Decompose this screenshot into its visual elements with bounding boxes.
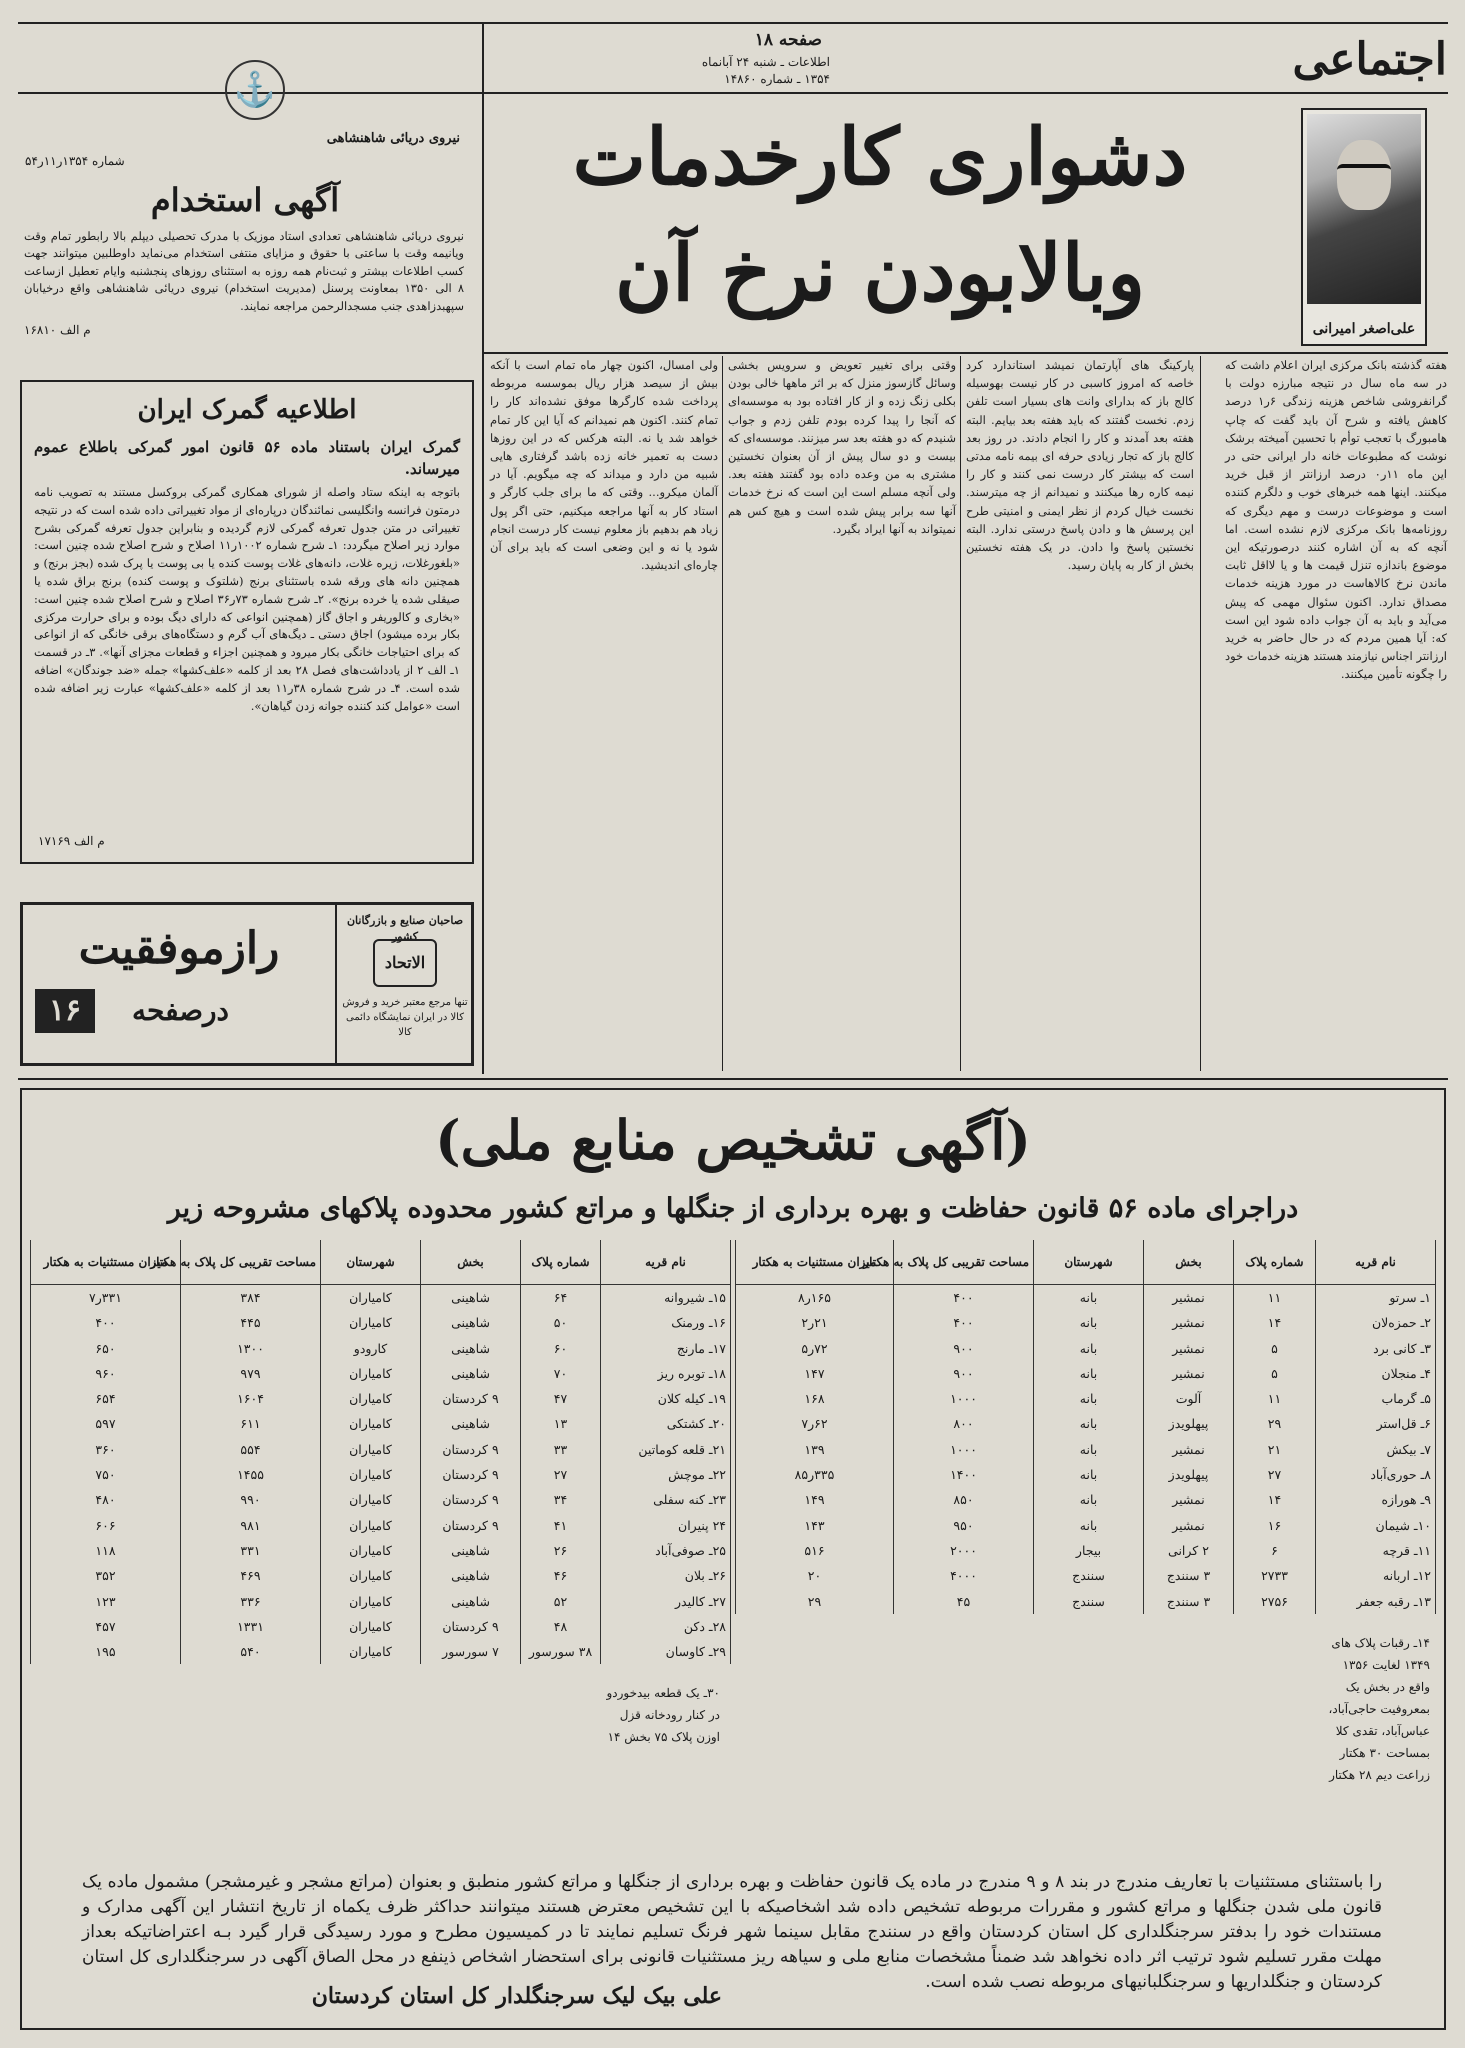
total-area: ۴۶۹ [181,1563,321,1588]
col-row-name: نام قریه [1316,1240,1436,1285]
village-name: ۱۲ـ اربانه [1316,1563,1436,1588]
exempt-area: ۹۶۰ [31,1361,181,1386]
raz-page-label: درصفحه [131,994,229,1027]
plaque-number: ۱۶ [1234,1513,1316,1538]
village-name: ۲۷ـ کالیدر [601,1589,731,1614]
total-area: ۳۳۶ [181,1589,321,1614]
total-area: ۹۸۱ [181,1513,321,1538]
village-name: ۲۸ـ دکن [601,1614,731,1639]
village-name: ۲۰ـ کشتکی [601,1411,731,1436]
author-photo-frame [1301,108,1427,346]
customs-ad-code: م الف ۱۷۱۶۹ [38,834,105,848]
district: نمشیر [1144,1487,1234,1512]
table-row [31,1614,731,1639]
customs-ad [20,380,474,864]
plaque-number: ۳۴ [521,1487,601,1512]
district: نمشیر [1144,1310,1234,1335]
exempt-area: ۲۹ [736,1589,894,1614]
plaque-number: ۶۴ [521,1285,601,1311]
village-name: ۵ـ گرماب [1316,1386,1436,1411]
table-row [31,1513,731,1538]
county: بانه [1034,1513,1144,1538]
navy-org-name: نیروی دریائی شاهنشاهی [326,131,460,146]
exempt-area: ۵۹۷ [31,1411,181,1436]
county: بانه [1034,1462,1144,1487]
district: شاهینی [421,1285,521,1311]
village-name: ۱۸ـ توبره ریز [601,1361,731,1386]
plaque-number: ۱۴ [1234,1487,1316,1512]
table-row [736,1437,1436,1462]
exempt-area: ۳۳۱ر۷ [31,1285,181,1311]
district: ۹ کردستان [421,1462,521,1487]
district: ۹ کردستان [421,1386,521,1411]
county: کامیاران [321,1563,421,1588]
headline-line-1: دشواری کارخدمات [572,112,1188,203]
author-photo [1307,114,1421,304]
exempt-area: ۱۹۵ [31,1639,181,1664]
national-ad-subtitle: دراجرای ماده ۵۶ قانون حفاظت و بهره برداری از جنگلها و مراتع کشور محدوده پلاکهای مشروحه زیر [167,1193,1299,1224]
navy-ad-body: نیروی دریائی شاهنشاهی تعدادی استاد موزیک با مدرک تحصیلی دیپلم بالا رابطور تمام وقت ویانیمه وقت با ساعتی با حقوق و مزایای منتفی استخدام می‌نماید داوطلبین میتوانند جهت کسب اطلاعات بیشتر و ثبت‌نام همه روزه به استثنای روزهای پنجشنبه وایام تعطیل ازساعت ۸ الی ۱۳۵۰ بمعاونت پرسنل (مدیریت استخدام) نیروی دریائی شاهنشاهی واقع درخیابان سپهبدزاهدی جنب مسجدالرحمن مراجعه نمایند. [24,229,464,313]
table-row [31,1411,731,1436]
total-area: ۳۳۱ [181,1538,321,1563]
right-plaque-table [735,1240,1436,1614]
village-name: ۱۰ـ شیمان [1316,1513,1436,1538]
total-area: ۱۶۰۴ [181,1386,321,1411]
exempt-area: ۱۴۷ [736,1361,894,1386]
county: کامیاران [321,1639,421,1664]
total-area: ۱۳۳۱ [181,1614,321,1639]
village-name: ۳ـ کانی برد [1316,1336,1436,1361]
total-area: ۴۰۰۰ [894,1563,1034,1588]
district: نمشیر [1144,1361,1234,1386]
district: شاهینی [421,1538,521,1563]
village-name: ۱۵ـ شیروانه [601,1285,731,1311]
plaque-number: ۵ [1234,1336,1316,1361]
plaque-number: ۳۸ سورسور [521,1639,601,1664]
total-area: ۵۴۰ [181,1639,321,1664]
district: ۹ کردستان [421,1513,521,1538]
plaque-number: ۴۸ [521,1614,601,1639]
county: بانه [1034,1336,1144,1361]
village-name: ۹ـ هورازه [1316,1487,1436,1512]
exempt-area: ۵۱۶ [736,1538,894,1563]
national-resources-ad [20,1088,1446,2030]
total-area: ۱۴۰۰ [894,1462,1034,1487]
left-col-plaque: شماره پلاک [521,1240,601,1285]
exempt-area: ۴۸۰ [31,1487,181,1512]
county: کامیاران [321,1285,421,1311]
village-name: ۴ـ منجلان [1316,1361,1436,1386]
author-name: علی‌اصغر امیرانی [1312,321,1416,337]
raz-side-text: صاحبان صنایع و بازرگانان کشور [346,914,464,943]
exempt-area: ۱۶۵ر۸ [736,1285,894,1311]
county: کامیاران [321,1589,421,1614]
table-row [31,1538,731,1563]
county: کامیاران [321,1361,421,1386]
table-row [736,1589,1436,1614]
exempt-area: ۶۵۰ [31,1336,181,1361]
district: شاهینی [421,1411,521,1436]
table-row [31,1310,731,1335]
village-name: ۲۹ـ کاوسان [601,1639,731,1664]
district: پیهلویدز [1144,1462,1234,1487]
village-name: ۱۶ـ ورمنک [601,1310,731,1335]
table-row [31,1285,731,1311]
raz-movafaghiat-box [20,902,474,1066]
plaque-number: ۲۹ [1234,1411,1316,1436]
county: بانه [1034,1386,1144,1411]
village-name: ۲۴ پنیران [601,1513,731,1538]
plaque-number: ۳۳ [521,1437,601,1462]
customs-ad-body: باتوجه به اینکه ستاد واصله از شورای همکاری گمرکی بروکسل مستند به تصویب نامه درمتون فرانسه وانگلیسی نمائندگان درپاره‌ای از مواد تغییراتی داده شده است که در نتیجه تغییراتی در متن جدول تعرفه گمرکی لازم گردیده و بنابراین جدول تعرفه گمرکی بشرح موارد زیر اصلاح میگردد: ۱ـ شرح شماره ۱۰۰۲ر۱۱ اصلاح و شرح اصلاح شده چنین است: «بلغورغلات، زیره غلات، دانه‌های غلات پوست کنده یا بی پوست یا پرک شده (بجز برنج) و همچنین دانه های ورقه شده باستثنای برنج (شلتوک و پوست کنده) برنج براق شده یا صیقلی شده یا خرده برنج». ۲ـ شرح شماره ۷۳ر۳۶ اصلاح و شرح اصلاح شده چنین است: «بخاری و کالوریفر و اجاق گاز (همچنین انواعی که دارای دیگ بوده و برای حرارت مرکزی بکار برده میشود) اجاق دستی ـ دیگ‌های آب گرم و دستگاه‌های برقی خانگی که از انواعی که برای احتیاجات خانگی بکار میرود و همچنین اجزاء و قطعات مجزای آنها». ۳ـ در قسمت ۱ـ الف ۲ از یادداشت‌های فصل ۲۸ بعد از کلمه «علف‌کشها» جمله «ضد جوندگان» اضافه شده است. ۴ـ در شرح شماره ۳۸ر۱۱ بعد از کلمه «علف‌کشها» عبارت زیر اضافه شده است «عوامل کند کننده جوانه زدن گیاهان». [34,485,460,713]
district: نمشیر [1144,1336,1234,1361]
table-row [31,1361,731,1386]
village-name: ۶ـ قل‌استر [1316,1411,1436,1436]
village-name: ۸ـ حوری‌آباد [1316,1462,1436,1487]
raz-logo: الاتحاد [373,939,437,987]
total-area: ۹۷۹ [181,1361,321,1386]
table-row [31,1386,731,1411]
district: ۲ کرانی [1144,1538,1234,1563]
plaque-number: ۷۰ [521,1361,601,1386]
district: نمشیر [1144,1513,1234,1538]
district: شاهینی [421,1361,521,1386]
village-name: ۲۲ـ موچش [601,1462,731,1487]
issue-number: ۱۳۵۴ ـ شماره ۱۴۸۶۰ [724,72,830,86]
table-row [31,1437,731,1462]
district: ۳ سنندج [1144,1589,1234,1614]
district: نمشیر [1144,1285,1234,1311]
exempt-area: ۱۱۸ [31,1538,181,1563]
total-area: ۱۳۰۰ [181,1336,321,1361]
county: بانه [1034,1437,1144,1462]
district: ۹ کردستان [421,1437,521,1462]
district: شاهینی [421,1336,521,1361]
county: کامیاران [321,1437,421,1462]
plaque-number: ۱۱ [1234,1386,1316,1411]
village-name: ۲ـ حمزه‌لان [1316,1310,1436,1335]
plaque-number: ۱۱ [1234,1285,1316,1311]
exempt-area: ۳۶۰ [31,1437,181,1462]
col-county: شهرستان [1034,1240,1144,1285]
left-col-row-name: نام قریه [601,1240,731,1285]
village-name: ۱ـ سرتو [1316,1285,1436,1311]
plaque-number: ۲۷۵۶ [1234,1589,1316,1614]
table-row [736,1285,1436,1311]
issue-date: اطلاعات ـ شنبه ۲۴ آبانماه [701,55,830,69]
total-area: ۱۴۵۵ [181,1462,321,1487]
plaque-number: ۵۰ [521,1310,601,1335]
exempt-area: ۳۳۵ر۸۵ [736,1462,894,1487]
plaque-number: ۲۶ [521,1538,601,1563]
county: بیجار [1034,1538,1144,1563]
village-name: ۱۷ـ مارنج [601,1336,731,1361]
total-area: ۴۵ [894,1589,1034,1614]
county: بانه [1034,1487,1144,1512]
table-row [736,1386,1436,1411]
plaque-number: ۲۷۳۳ [1234,1563,1316,1588]
table-row [31,1462,731,1487]
raz-note: تنها مرجع معتبر خرید و فروش کالا در ایران نمایشگاه دائمی کالا [342,997,468,1038]
left-col-county: شهرستان [321,1240,421,1285]
plaque-number: ۲۱ [1234,1437,1316,1462]
exempt-area: ۴۵۷ [31,1614,181,1639]
exempt-area: ۳۵۲ [31,1563,181,1588]
table-row [31,1336,731,1361]
village-name: ۲۶ـ بلان [601,1563,731,1588]
total-area: ۶۱۱ [181,1411,321,1436]
left-col-area: مساحت تقریبی کل پلاک به هکتار [181,1240,321,1285]
right-table-header [736,1240,1436,1285]
village-name: ۱۹ـ کیله کلان [601,1386,731,1411]
customs-ad-title: اطلاعیه گمرک ایران [137,395,357,425]
plaque-number: ۲۷ [1234,1462,1316,1487]
raz-page-number: ۱۶ [35,989,95,1033]
plaque-number: ۵۲ [521,1589,601,1614]
district: ۷ سورسور [421,1639,521,1664]
county: بانه [1034,1411,1144,1436]
national-ad-body: را باستثنای مستثنیات با تعاریف مندرج در بند ۸ و ۹ مندرج در ماده یک قانون حفاظت و بهره برداری از جنگلها و مراتع کشور منطبق و بعنوان (مراتع مشجر و غیرمشجر) مشمول ماده یک قانون ملی شدن جنگلها و مراتع کشور و مقررات مربوطه تشخیص داده شد اشخاصیکه با این تشخیص معترض هستند میتوانند حداکثر ظرف یکماه از تاریخ انتشار این آگهی مدارک و مستندات خود را بدفتر سرجنگلداری کل استان کردستان واقع در سنندج مقابل سینما شهر فرنگ تسلیم نمایند تا در کمیسیون مطرح و مورد رسیدگی قرار گیرد بـه اعتراضاتیکه بعداز مهلت مقرر تسلیم شود ترتیب اثر داده نخواهد شد ضمناً مشخصات منابع ملی و سیاهه ریز مستثنیات قانونی برای استحضار اشخاص ذینفع در محل الصاق آگهی در سرجنگلداری کل استان کردستان و جنگلداریها و سرجنگلبانیهای مربوطه نصب شده است. [82,1872,1382,1992]
exempt-area: ۱۲۳ [31,1589,181,1614]
table-row [31,1487,731,1512]
district: ۹ کردستان [421,1614,521,1639]
district: شاهینی [421,1563,521,1588]
anchor-icon: ⚓ [233,70,277,110]
article-column-2: پارکینگ های آپارتمان نمیشد استاندارد کرد خاصه که امروز کاسبی در کار نیست بهوسیله کالج باز که بدارای وانت های بسیار است تلفن زدم. نخست گفتند که باید هفته بعد بیایم. البته هفته بعد آمدند و کار را انجام دادند. در روز بعد کالج باز که تجار زیادی حرفه ای بیمه نامه مدتی است که بیشتر کار درست نمی کنند و کار را نیمه کاره رها میکنند و نمیدانم از چه میترسند. نخست خیال کردم از نظر ایمنی و امنیتی طرح این پرسش ها و دادن پاسخ درستی ندارد. البته نخستین پاسخ وا دادن. در یک هفته نخستین بخش از کار به پایان رسید. [966,358,1194,573]
total-area: ۸۰۰ [894,1411,1034,1436]
exempt-area: ۱۶۸ [736,1386,894,1411]
county: کامیاران [321,1538,421,1563]
total-area: ۸۵۰ [894,1487,1034,1512]
exempt-area: ۷۲ر۵ [736,1336,894,1361]
county: سنندج [1034,1563,1144,1588]
village-name: ۲۱ـ قلعه کوماتین [601,1437,731,1462]
exempt-area: ۷۵۰ [31,1462,181,1487]
plaque-number: ۱۳ [521,1411,601,1436]
district: آلوت [1144,1386,1234,1411]
district: ۹ کردستان [421,1487,521,1512]
exempt-area: ۲۱ر۲ [736,1310,894,1335]
table-row [736,1336,1436,1361]
left-plaque-table [30,1240,731,1664]
total-area: ۹۹۰ [181,1487,321,1512]
col-district: بخش [1144,1240,1234,1285]
table-row [31,1563,731,1588]
county: بانه [1034,1285,1144,1311]
table-row [736,1563,1436,1588]
table-row [736,1361,1436,1386]
exempt-area: ۶۰۶ [31,1513,181,1538]
total-area: ۴۰۰ [894,1310,1034,1335]
plaque-number: ۴۱ [521,1513,601,1538]
total-area: ۴۰۰ [894,1285,1034,1311]
navy-ad-code: م الف ۱۶۸۱۰ [24,323,91,337]
page-number: صفحه ۱۸ [754,30,822,50]
total-area: ۳۸۴ [181,1285,321,1311]
plaque-number: ۴۶ [521,1563,601,1588]
article-column-3: وقتی برای تغییر تعویض و سرویس بخشی وسائل گازسوز منزل که بر اثر ماهها خالی بودن بکلی زنگ زده و از کار افتاده بود به موسسه‌ای که آنجا را پیدا کرده بودم تلفن زدم و جواب شنیدم که دو هفته بعد سر میزنند. موسسه‌ای که بیست و دو سال پیش از آن بعنوان نخستین مشتری به من وعده داده بود گفتند هفته بعد. ولی آنچه مسلم است این است که نرخ خدمات آنها سه برابر پیش شده است و هیچ کس هم نمیتواند به آنها ایراد بگیرد. [728,358,956,536]
county: کامیاران [321,1487,421,1512]
total-area: ۹۰۰ [894,1361,1034,1386]
village-name: ۱۱ـ قرچه [1316,1538,1436,1563]
plaque-number: ۶۰ [521,1336,601,1361]
district: نمشیر [1144,1437,1234,1462]
plaque-number: ۵ [1234,1361,1316,1386]
county: کامیاران [321,1614,421,1639]
customs-ad-subtitle: گمرک ایران باستناد ماده ۵۶ قانون امور گمرکی باطلاع عموم میرساند. [34,438,460,478]
plaque-number: ۱۴ [1234,1310,1316,1335]
navy-ad-title: آگهی استخدام [150,181,340,219]
navy-emblem [225,60,285,120]
section-title: اجتماعی [1292,34,1447,85]
right-table-note: ۱۴ـ رقبات پلاک های ۱۳۴۹ لغایت ۱۳۵۶ واقع در بخش یک بمعروفیت حاجی‌آباد، عباس‌آباد، تقدی کلا بمساحت ۳۰ هکتار زراعت دیم ۲۸ هکتار [1328,1636,1430,1782]
county: کامیاران [321,1462,421,1487]
county: بانه [1034,1310,1144,1335]
photo-glasses [1337,164,1391,176]
total-area: ۴۴۵ [181,1310,321,1335]
table-row [736,1310,1436,1335]
national-ad-title: (آگهی تشخیص منابع ملی) [435,1108,1031,1172]
district: ۳ سنندج [1144,1563,1234,1588]
article-column-1: هفته گذشته بانک مرکزی ایران اعلام داشت که در سه ماه سال در نتیجه مبارزه دولت با گرانفروشی شاخص هزینه زندگی ۶ر۱ درصد کاهش یافته و شرح آن باید گفت که چاپ هامبورگ با تعجب توأم با تحسین آمیخته برشک نوشت که مطبوعات خانه دار ایرانی حتی در این ماه ۱۱ر۰ درصد ارزانتر از قبل خرید میکنند. اینها همه خبرهای خوب و دلگرم کننده است و موضوعات درست و مهم دیگری که روزنامه‌ها بانک مرکزی لازم نشده است. اما آنچه که به آن اشاره کنند درصورتیکه این موضوع باندازه تنزل قیمت ها و یا لااقل ثابت ماندن نرخ کالاهاست در مورد هزینه خدمات مصداق ندارد. اکنون سئوال مهمی که پیش می‌آید و باید به آن جواب داده شود این است که: آیا همین مردم که در حال حاضر به خرید ارزانتر اجناس نیازمند هستند هزینه خدمات خود را چگونه تأمین میکنند. [1225,358,1447,682]
total-area: ۱۰۰۰ [894,1386,1034,1411]
district: پیهلویدز [1144,1411,1234,1436]
navy-ad-number: شماره ۱۳۵۴ر۱۱ر۵۴ [25,154,125,168]
table-row [736,1411,1436,1436]
plaque-number: ۲۷ [521,1462,601,1487]
table-row [31,1639,731,1664]
left-table-note: ۳۰ـ یک قطعه بیدخوردو در کنار رودخانه قزل اوزن پلاک ۷۵ بخش ۱۴ [606,1686,720,1744]
exempt-area: ۱۴۳ [736,1513,894,1538]
table-row [736,1538,1436,1563]
table-row [736,1513,1436,1538]
left-col-exempt: میزان مستثنیات به هکتار [31,1240,181,1285]
county: کامیاران [321,1411,421,1436]
col-exempt: میزان مستثنیات به هکتار [736,1240,894,1285]
exempt-area: ۱۳۹ [736,1437,894,1462]
national-ad-signature: علی بیک لیک سرجنگلدار کل استان کردستان [311,1983,722,2009]
col-plaque: شماره پلاک [1234,1240,1316,1285]
plaque-number: ۴۷ [521,1386,601,1411]
county: کارودو [321,1336,421,1361]
raz-title: رازموفقیت [78,923,280,974]
district: شاهینی [421,1589,521,1614]
district: شاهینی [421,1310,521,1335]
headline-line-2: وبالابودن نرخ آن [614,228,1145,319]
table-row [736,1487,1436,1512]
exempt-area: ۱۴۹ [736,1487,894,1512]
village-name: ۲۵ـ صوفی‌آباد [601,1538,731,1563]
exempt-area: ۶۲ر۷ [736,1411,894,1436]
left-table-header [31,1240,731,1285]
left-col-district: بخش [421,1240,521,1285]
exempt-area: ۶۵۴ [31,1386,181,1411]
village-name: ۷ـ بیکش [1316,1437,1436,1462]
county: کامیاران [321,1513,421,1538]
county: کامیاران [321,1386,421,1411]
total-area: ۹۰۰ [894,1336,1034,1361]
total-area: ۱۰۰۰ [894,1437,1034,1462]
table-row [31,1589,731,1614]
county: کامیاران [321,1310,421,1335]
total-area: ۹۵۰ [894,1513,1034,1538]
exempt-area: ۴۰۰ [31,1310,181,1335]
county: بانه [1034,1361,1144,1386]
col-area: مساحت تقریبی کل پلاک به هکتار [894,1240,1034,1285]
county: سنندج [1034,1589,1144,1614]
village-name: ۱۳ـ رقبه جعفر [1316,1589,1436,1614]
exempt-area: ۲۰ [736,1563,894,1588]
total-area: ۲۰۰۰ [894,1538,1034,1563]
village-name: ۲۳ـ کنه سفلی [601,1487,731,1512]
table-row [736,1462,1436,1487]
article-column-4: ولی امسال، اکنون چهار ماه تمام است با آنکه بیش از سیصد هزار ریال بموسسه مربوطه پرداخت شده کارگرها موفق نشده‌اند کار را تمام کنند. اکنون هم نمیدانم که آیا این کار تمام خواهد شد یا نه. البته هرکس که در این روزها دست به تعمیر خانه زده باشد گرفتاری هایی شبیه من دارد و میداند که چه میگویم. آیا در آلمان میکرو... وقتی که ما برای جلب کارگر و استاد کار به آنها مراجعه میکنیم، حتی اگر پول زیاد هم بدهیم باز معلوم نیست کار درست انجام شود یا نه و این وضعی است که باید برای آن چاره‌ای اندیشید. [490,358,718,573]
total-area: ۵۵۴ [181,1437,321,1462]
plaque-number: ۶ [1234,1538,1316,1563]
